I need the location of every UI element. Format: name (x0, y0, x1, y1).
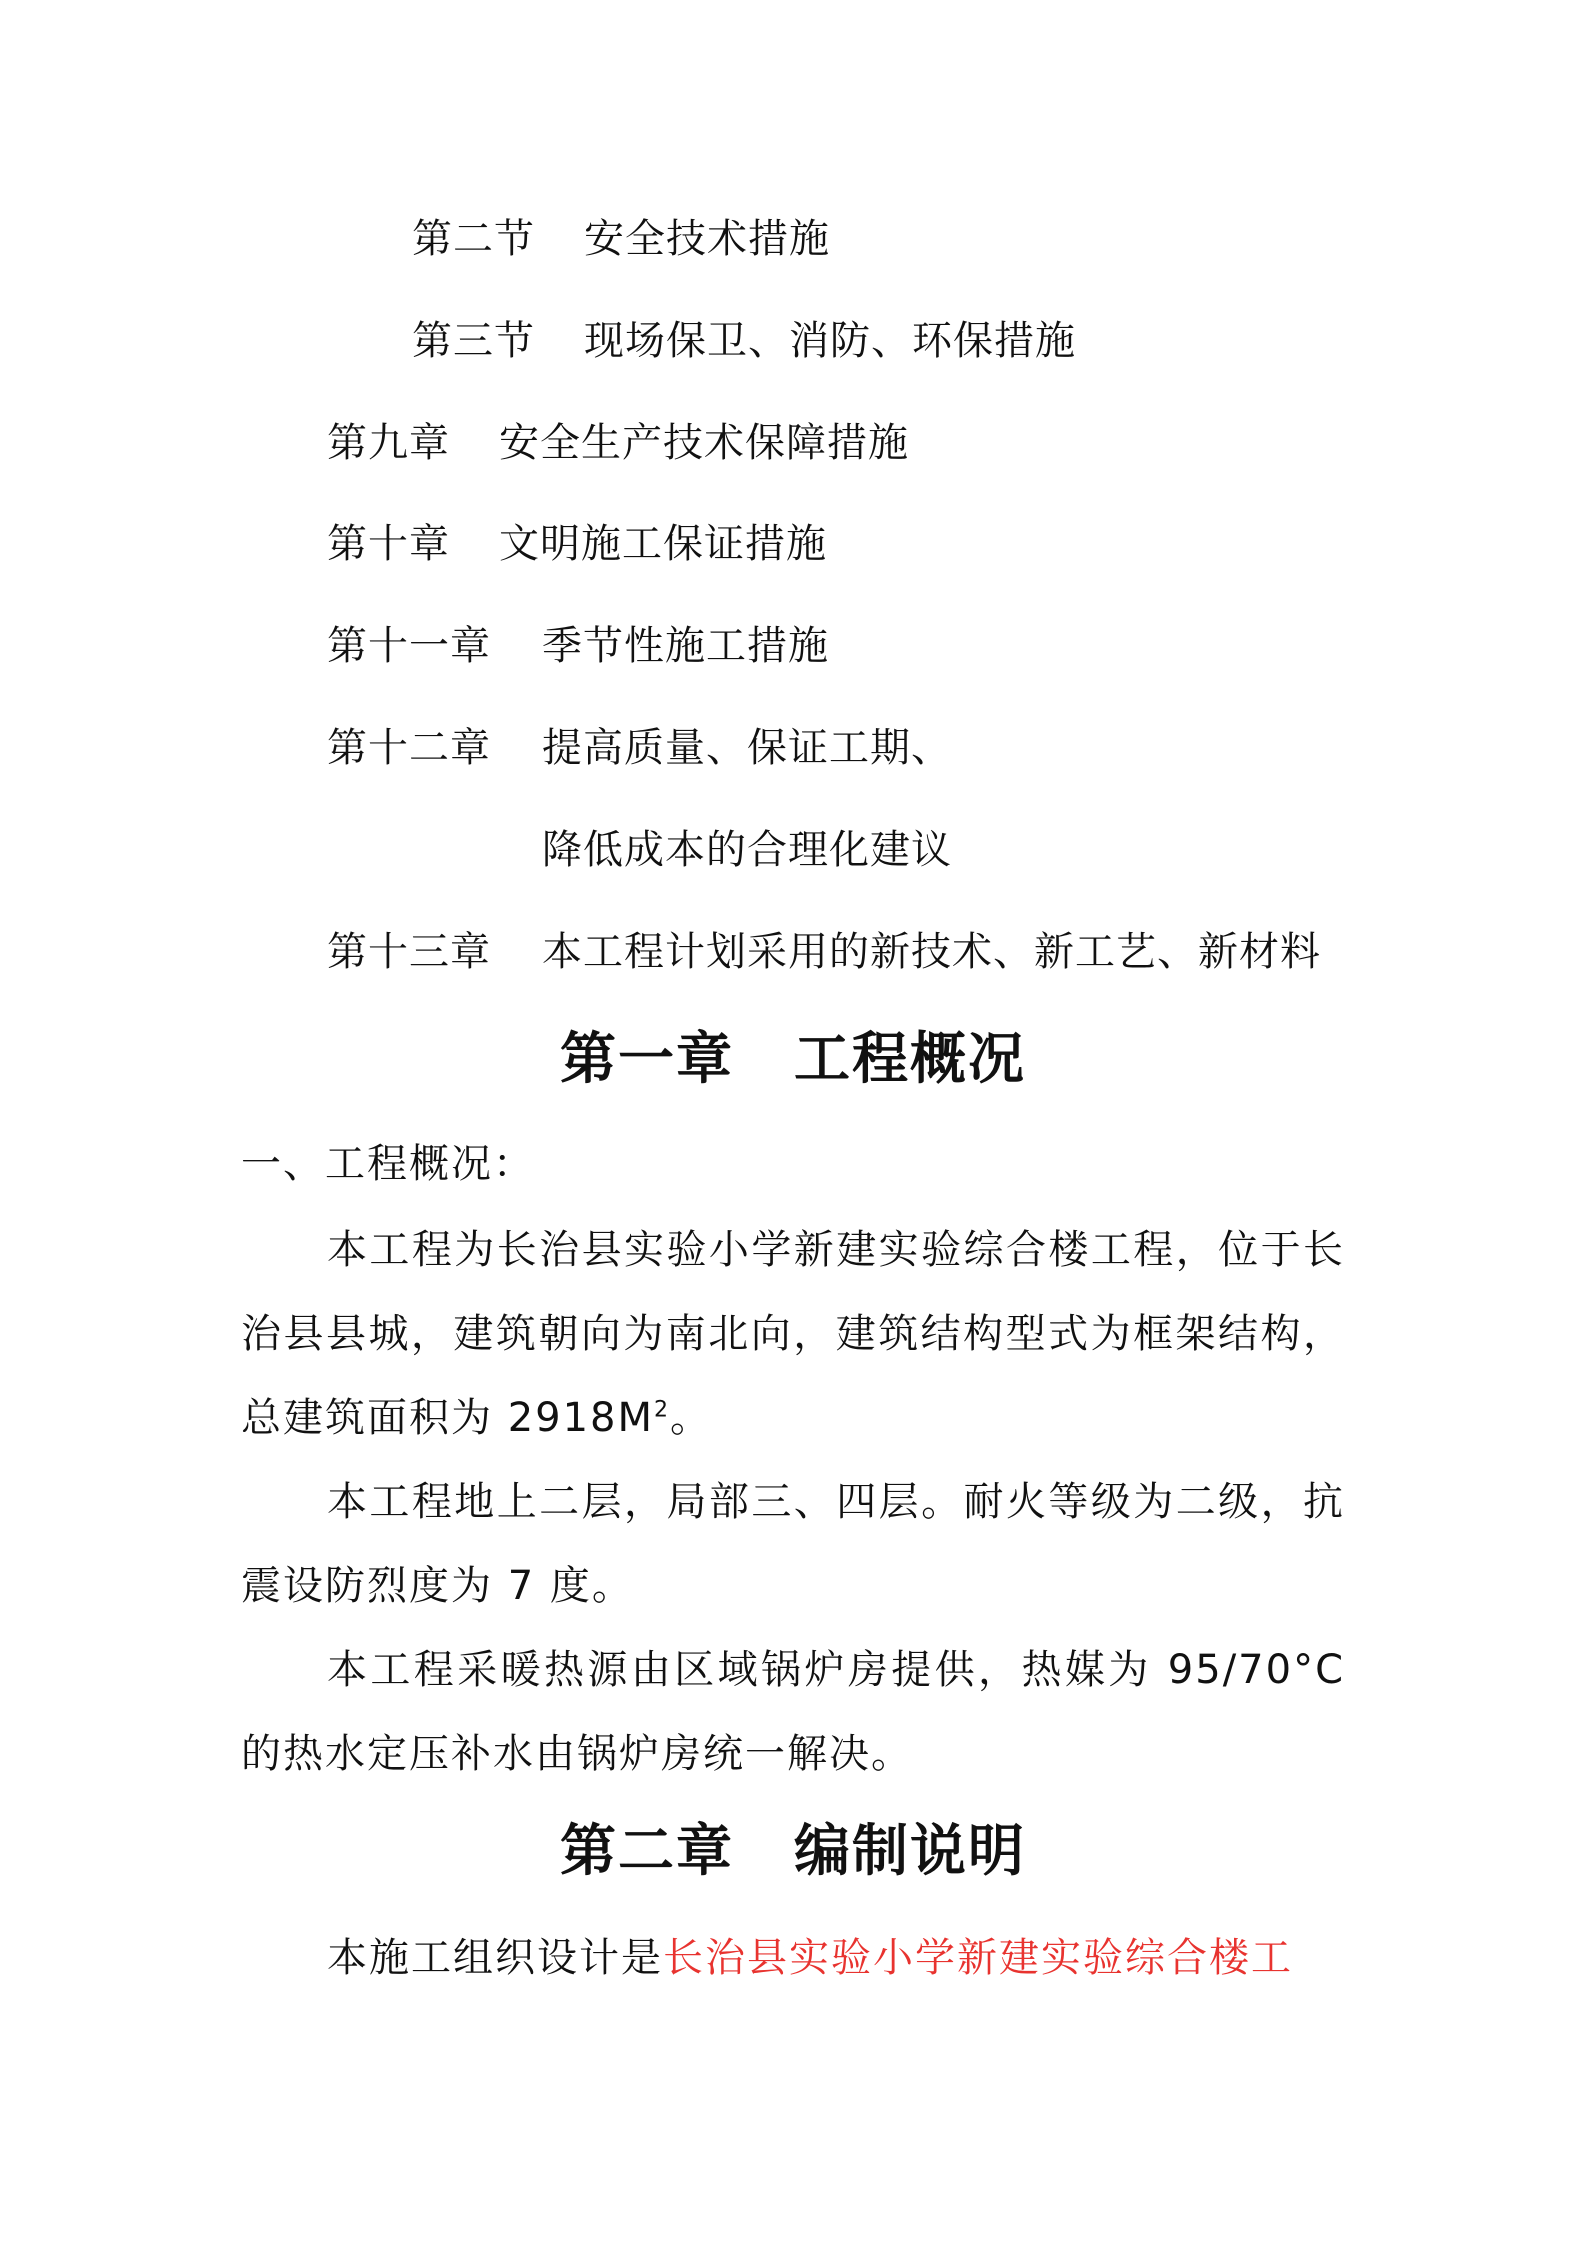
toc-title: 现场保卫、消防、环保措施 (584, 318, 1076, 364)
toc-entry[interactable] (412, 311, 1076, 371)
paragraph-text: 本工程为长治县实验小学新建实验综合楼工程，位于长治县县城，建筑朝向为南北向，建筑结构型式为框架结构，总建筑面积为 2918M (241, 1227, 1345, 1441)
toc-label: 第十三章 (327, 929, 491, 975)
toc-title-continuation: 降低成本的合理化建议 (542, 827, 952, 873)
body-paragraph (241, 1208, 1345, 1460)
chapter-label: 第一章 (560, 1027, 734, 1092)
chapter-heading (0, 1020, 1586, 1100)
toc-entry[interactable] (327, 616, 829, 676)
body-paragraph (241, 1460, 1345, 1628)
toc-title: 季节性施工措施 (542, 623, 829, 669)
toc-entry[interactable] (412, 209, 830, 269)
toc-title: 文明施工保证措施 (499, 521, 827, 567)
subheading-text: 一、工程概况： (241, 1141, 535, 1187)
toc-label: 第三节 (412, 318, 535, 364)
toc-label: 第十一章 (327, 623, 491, 669)
toc-entry[interactable] (327, 514, 827, 574)
toc-label: 第九章 (327, 420, 450, 466)
section-subheading (241, 1134, 535, 1194)
highlighted-text: 长治县实验小学新建实验综合楼工 (663, 1935, 1293, 1981)
paragraph-text: 本工程地上二层，局部三、四层。耐火等级为二级，抗震设防烈度为 7 度。 (241, 1479, 1345, 1609)
chapter-heading (0, 1812, 1586, 1892)
toc-title: 提高质量、保证工期、 (542, 725, 952, 771)
toc-title: 本工程计划采用的新技术、新工艺、新材料 (542, 929, 1321, 975)
toc-label: 第十二章 (327, 725, 491, 771)
toc-entry-continuation[interactable] (542, 820, 952, 880)
toc-entry[interactable] (327, 413, 909, 473)
toc-entry[interactable] (327, 922, 1321, 982)
toc-label: 第二节 (412, 216, 535, 262)
chapter-title: 工程概况 (794, 1027, 1026, 1092)
body-paragraph (241, 1916, 1345, 2000)
paragraph-text: 本施工组织设计是 (327, 1935, 663, 1981)
paragraph-end: 。 (670, 1395, 713, 1441)
superscript: 2 (654, 1397, 671, 1423)
paragraph-text: 本工程采暖热源由区域锅炉房提供，热媒为 95/70°C的热水定压补水由锅炉房统一解决。 (241, 1647, 1345, 1777)
toc-title: 安全技术措施 (584, 216, 830, 262)
body-paragraph (241, 1628, 1345, 1796)
chapter-label: 第二章 (560, 1819, 734, 1884)
toc-title: 安全生产技术保障措施 (499, 420, 909, 466)
toc-label: 第十章 (327, 521, 450, 567)
toc-entry[interactable] (327, 718, 952, 778)
chapter-title: 编制说明 (794, 1819, 1026, 1884)
